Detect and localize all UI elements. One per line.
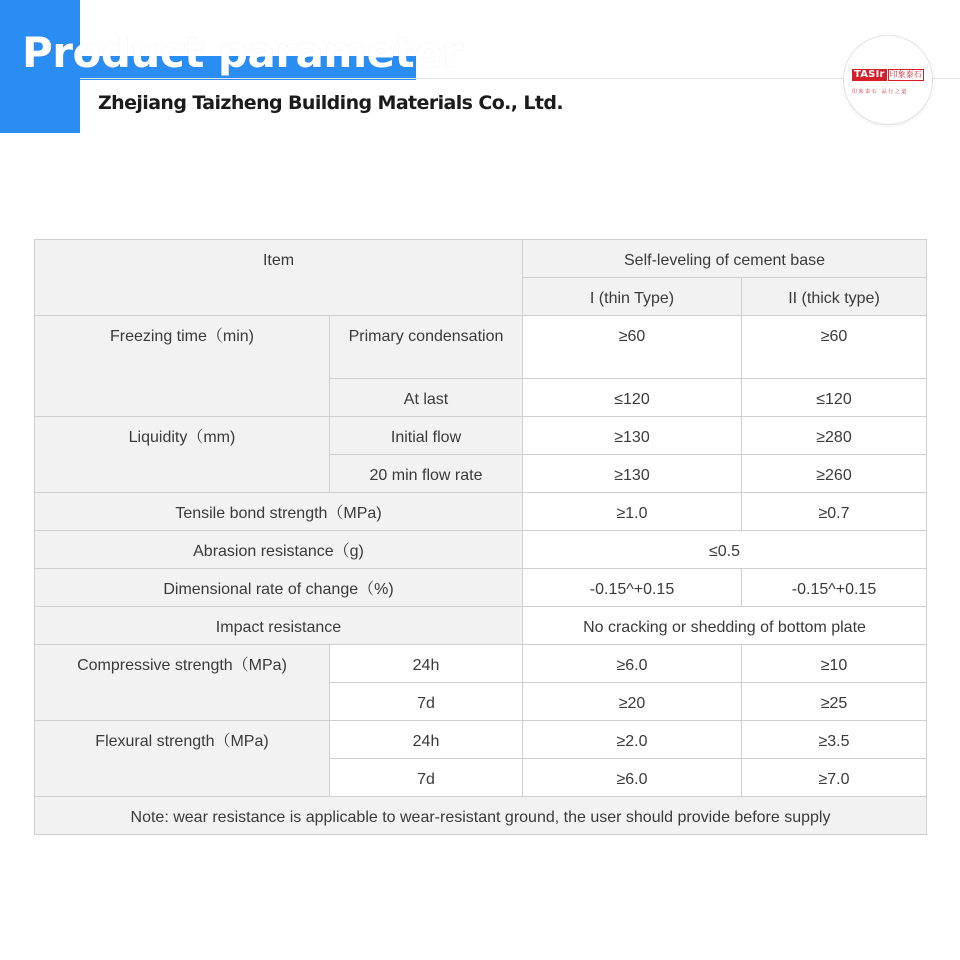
value-cell: ≥6.0 bbox=[523, 759, 742, 797]
row-sublabel: At last bbox=[330, 379, 523, 417]
row-label: Tensile bond strength（MPa) bbox=[35, 493, 523, 531]
row-label: Liquidity（mm) bbox=[35, 417, 330, 493]
row-sublabel: 24h bbox=[330, 721, 523, 759]
table-row bbox=[35, 417, 927, 455]
value-cell: ≥7.0 bbox=[742, 759, 927, 797]
header-group-cell: Self-leveling of cement base bbox=[523, 240, 927, 278]
table-note-row bbox=[35, 797, 927, 835]
value-cell: No cracking or shedding of bottom plate bbox=[523, 607, 927, 645]
spec-table bbox=[34, 239, 927, 835]
value-cell: ≥260 bbox=[742, 455, 927, 493]
header-divider bbox=[80, 78, 960, 79]
table-row bbox=[35, 721, 927, 759]
value-cell: ≤120 bbox=[742, 379, 927, 417]
value-cell: ≥20 bbox=[523, 683, 742, 721]
value-cell: ≥1.0 bbox=[523, 493, 742, 531]
value-cell: ≥2.0 bbox=[523, 721, 742, 759]
row-sublabel: 7d bbox=[330, 759, 523, 797]
value-cell: ≥130 bbox=[523, 417, 742, 455]
row-sublabel: 7d bbox=[330, 683, 523, 721]
value-cell: ≥130 bbox=[523, 455, 742, 493]
value-cell: ≥6.0 bbox=[523, 645, 742, 683]
header-type2-cell: II (thick type) bbox=[742, 278, 927, 316]
logo-wordmark bbox=[852, 69, 924, 81]
value-cell: ≥0.7 bbox=[742, 493, 927, 531]
value-cell: -0.15^+0.15 bbox=[523, 569, 742, 607]
value-cell: ≥60 bbox=[523, 316, 742, 379]
company-logo bbox=[843, 35, 933, 125]
row-sublabel: 24h bbox=[330, 645, 523, 683]
table-row bbox=[35, 607, 927, 645]
row-label: Dimensional rate of change（%) bbox=[35, 569, 523, 607]
value-cell: ≥10 bbox=[742, 645, 927, 683]
row-label: Flexural strength（MPa) bbox=[35, 721, 330, 797]
table-note: Note: wear resistance is applicable to wear-resistant ground, the user should provide before supply bbox=[35, 797, 927, 835]
header-item-cell: Item bbox=[35, 240, 523, 316]
table-row bbox=[35, 493, 927, 531]
table-header-row bbox=[35, 240, 927, 278]
value-cell: ≤120 bbox=[523, 379, 742, 417]
value-cell: ≥25 bbox=[742, 683, 927, 721]
value-cell: ≥280 bbox=[742, 417, 927, 455]
value-cell: ≥60 bbox=[742, 316, 927, 379]
row-label: Freezing time（min) bbox=[35, 316, 330, 417]
logo-brand: TASIr bbox=[854, 69, 885, 80]
table-row bbox=[35, 569, 927, 607]
logo-tagline: 印象泰石 品行之道 bbox=[852, 89, 908, 95]
row-sublabel: Primary condensation bbox=[330, 316, 523, 379]
table-row bbox=[35, 531, 927, 569]
value-cell: ≤0.5 bbox=[523, 531, 927, 569]
value-cell: -0.15^+0.15 bbox=[742, 569, 927, 607]
page-title: Product parameter bbox=[22, 28, 463, 77]
company-name: Zhejiang Taizheng Building Materials Co., Ltd. bbox=[98, 92, 564, 114]
row-label: Abrasion resistance（g) bbox=[35, 531, 523, 569]
row-label: Impact resistance bbox=[35, 607, 523, 645]
logo-chinese-name: 印象泰石 bbox=[889, 70, 922, 79]
table-row bbox=[35, 316, 927, 379]
value-cell: ≥3.5 bbox=[742, 721, 927, 759]
row-sublabel: 20 min flow rate bbox=[330, 455, 523, 493]
header-type1-cell: I (thin Type) bbox=[523, 278, 742, 316]
row-label: Compressive strength（MPa) bbox=[35, 645, 330, 721]
row-sublabel: Initial flow bbox=[330, 417, 523, 455]
table-row bbox=[35, 645, 927, 683]
